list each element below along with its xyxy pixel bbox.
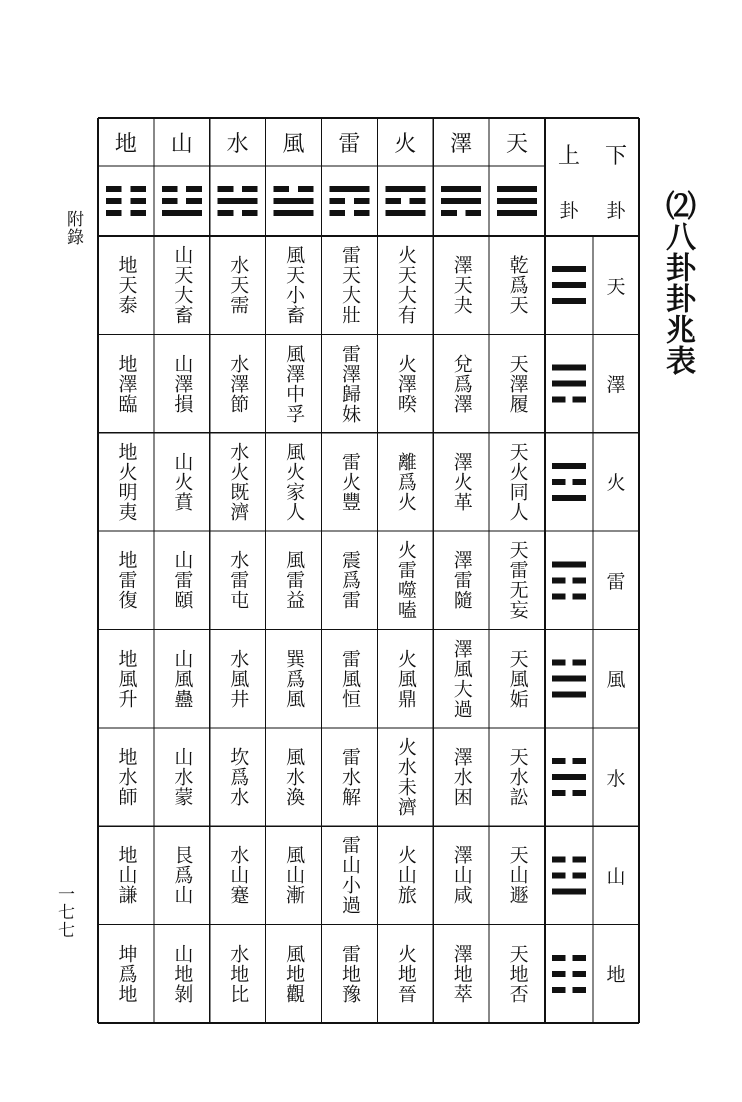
upper-trigram-symbol-yin-line [106,186,122,192]
upper-trigram-symbol-yang-line [218,198,258,204]
lower-trigram-symbol-yang-line [552,774,586,780]
hexagram-cell [210,531,266,629]
upper-trigram-symbol-yin-line [130,186,146,192]
hexagram-cell [266,236,322,334]
hexagram-name: 天山遯 [506,845,529,906]
lower-trigram-name: 雷 [606,570,626,593]
hexagram-name: 地火明夷 [115,441,138,522]
hexagram-cell [210,826,266,924]
upper-trigram-symbol-yang-line [274,198,314,204]
hexagram-name: 澤天夬 [450,255,473,316]
upper-trigram-name: 火 [394,131,417,157]
hexagram-cell [210,334,266,432]
hexagram-name: 風火家人 [283,441,306,522]
upper-trigram-symbol-yang-line [162,210,202,216]
lower-trigram-symbol-yang-line [552,381,586,387]
hexagram-cell [377,925,433,1023]
lower-trigram-symbol-yin-line [573,790,586,796]
upper-trigram-symbol-yin-line [106,198,122,204]
hexagram-name: 山火賁 [171,451,194,512]
hexagram-cell [433,531,489,629]
upper-trigram-name: 山 [170,131,193,157]
hexagram-name: 天水訟 [506,747,529,808]
hexagram-cell [489,433,545,531]
lower-trigram-symbol-yin-line [573,758,586,764]
hexagram-cell [322,925,378,1023]
hexagram-cell [433,433,489,531]
hexagram-name: 風地觀 [283,943,306,1004]
hexagram-table [98,118,639,1023]
lower-trigram-symbol-yang-line [552,692,586,698]
upper-trigram-symbol-yang-line [441,186,481,192]
upper-trigram-symbol-yin-line [242,210,258,216]
upper-trigram-symbol-yin-line [130,210,146,216]
lower-trigram-symbol-yin-line [573,955,586,961]
upper-trigram-symbol-yin-line [218,186,234,192]
hexagram-cell [377,531,433,629]
hexagram-name: 火山旅 [394,845,417,906]
hexagram-name: 水地比 [227,943,250,1004]
hexagram-cell [266,531,322,629]
hexagram-name: 山水蒙 [171,747,194,808]
hexagram-name: 地風升 [115,648,138,709]
lower-trigram-name: 風 [606,669,626,692]
hexagram-cell [210,728,266,826]
hexagram-name: 乾爲天 [506,255,529,316]
hexagram-name: 風天小畜 [283,245,306,326]
hexagram-cell [98,630,154,728]
upper-trigram-symbol-yin-line [354,210,370,216]
lower-trigram-symbol-yang-line [552,266,586,272]
hexagram-name: 水天需 [227,255,250,316]
lower-trigram-name: 火 [606,472,626,495]
hexagram-cell [98,334,154,432]
hexagram-cell [489,531,545,629]
hexagram-cell [266,925,322,1023]
lower-trigram-symbol-yin-line [573,593,586,599]
hexagram-cell [322,433,378,531]
hexagram-name: 水雷屯 [227,550,250,611]
hexagram-cell [322,236,378,334]
hexagram-name: 山地剝 [171,943,194,1004]
hexagram-name: 兌爲澤 [450,353,473,414]
hexagram-cell [433,630,489,728]
hexagram-cell [154,728,210,826]
lower-trigram-symbol-yin-line [573,577,586,583]
hexagram-name: 坎爲水 [227,747,250,808]
lower-trigram-symbol-yin-line [552,660,565,666]
hexagram-cell [266,334,322,432]
lower-trigram-symbol-yin-line [552,955,565,961]
hexagram-name: 天雷无妄 [506,540,529,621]
hexagram-cell [433,728,489,826]
hexagram-name: 地澤臨 [115,353,138,414]
upper-trigram-symbol-yang-line [441,198,481,204]
hexagram-name: 坤爲地 [115,943,138,1004]
hexagram-cell [98,236,154,334]
hexagram-name: 地天泰 [115,255,138,316]
hexagram-name: 天火同人 [506,441,529,522]
upper-trigram-symbol-yang-line [385,186,425,192]
lower-trigram-symbol-yin-line [573,987,586,993]
lower-trigram-symbol-yin-line [552,790,565,796]
upper-trigram-symbol-yin-line [186,186,202,192]
hexagram-name: 艮爲山 [171,845,194,906]
hexagram-cell [98,728,154,826]
lower-trigram-symbol-yang-line [552,676,586,682]
lower-trigram-label: 下 [604,143,627,169]
hexagram-name: 水火既濟 [227,441,250,522]
hexagram-name: 天風姤 [506,648,529,709]
hexagram-cell [377,728,433,826]
lower-trigram-symbol-yin-line [552,856,565,862]
section-label: 附錄 [63,210,83,246]
hexagram-cell [433,236,489,334]
page-number: 一七七 [54,885,74,939]
lower-trigram-symbol-yin-line [573,872,586,878]
hexagram-name: 離爲火 [394,451,417,512]
hexagram-name: 天地否 [506,943,529,1004]
hexagram-name: 風雷益 [283,550,306,611]
upper-trigram-symbol-yang-line [329,186,369,192]
hexagram-cell [154,925,210,1023]
lower-trigram-name: 地 [606,964,626,987]
page-title: ⑵八卦卦兆表 [660,190,695,376]
upper-trigram-symbol-yin-line [162,198,178,204]
lower-trigram-symbol-yang-line [552,495,586,501]
hexagram-name: 澤火革 [450,451,473,512]
hexagram-name: 風水渙 [283,747,306,808]
hexagram-cell [266,433,322,531]
hexagram-cell [210,925,266,1023]
hexagram-name: 澤地萃 [450,943,473,1004]
upper-trigram-label-sub: 卦 [559,199,579,222]
upper-trigram-label: 上 [557,143,580,169]
hexagram-name: 天澤履 [506,353,529,414]
upper-trigram-symbol-yang-line [274,210,314,216]
lower-trigram-symbol-yin-line [552,987,565,993]
hexagram-cell [489,630,545,728]
lower-trigram-name: 天 [606,275,626,298]
upper-trigram-symbol-yin-line [130,198,146,204]
hexagram-name: 火地晉 [394,943,417,1004]
hexagram-cell [266,630,322,728]
lower-trigram-label-sub: 卦 [606,199,626,222]
hexagram-name: 山風蠱 [171,648,194,709]
upper-trigram-symbol-yin-line [385,198,401,204]
hexagram-name: 火雷噬嗑 [394,540,417,621]
hexagram-name: 震爲雷 [338,550,361,611]
upper-trigram-symbol-yin-line [162,186,178,192]
upper-trigram-symbol-yin-line [218,210,234,216]
hexagram-cell [377,433,433,531]
hexagram-cell [266,826,322,924]
hexagram-cell [489,826,545,924]
lower-trigram-symbol-yin-line [573,397,586,403]
upper-trigram-symbol-yin-line [441,210,457,216]
hexagram-name: 火風鼎 [394,648,417,709]
hexagram-cell [154,826,210,924]
hexagram-cell [489,334,545,432]
lower-trigram-symbol-yin-line [552,593,565,599]
lower-trigram-symbol-yang-line [552,282,586,288]
hexagram-cell [210,630,266,728]
hexagram-cell [489,728,545,826]
upper-trigram-symbol-yang-line [497,210,537,216]
hexagram-name: 火澤暌 [394,353,417,414]
hexagram-cell [433,925,489,1023]
upper-trigram-symbol-yin-line [329,210,345,216]
lower-trigram-symbol-yin-line [552,577,565,583]
lower-trigram-symbol-yang-line [552,365,586,371]
lower-trigram-symbol-yin-line [573,971,586,977]
lower-trigram-symbol-yin-line [552,758,565,764]
lower-trigram-symbol-yang-line [552,561,586,567]
hexagram-cell [154,630,210,728]
hexagram-cell [98,826,154,924]
hexagram-cell [322,826,378,924]
upper-trigram-symbol-yin-line [106,210,122,216]
hexagram-name: 水山蹇 [227,845,250,906]
hexagram-name: 水澤節 [227,353,250,414]
hexagram-name: 雷澤歸妹 [338,343,361,424]
hexagram-name: 雷地豫 [338,943,361,1004]
hexagram-name: 山天大畜 [171,245,194,326]
hexagram-cell [322,630,378,728]
hexagram-name: 雷火豐 [338,451,361,512]
upper-trigram-symbol-yin-line [410,198,426,204]
lower-trigram-symbol-yang-line [552,888,586,894]
hexagram-cell [154,531,210,629]
hexagram-cell [322,728,378,826]
lower-trigram-symbol-yin-line [552,397,565,403]
hexagram-name: 雷山小過 [338,835,361,916]
hexagram-name: 山雷頤 [171,550,194,611]
lower-trigram-symbol-yin-line [552,872,565,878]
hexagram-cell [377,236,433,334]
hexagram-name: 風澤中孚 [283,343,306,424]
hexagram-name: 山澤損 [171,353,194,414]
upper-trigram-name: 澤 [450,131,473,157]
upper-trigram-symbol-yin-line [354,198,370,204]
hexagram-name: 巽爲風 [283,648,306,709]
hexagram-name: 風山漸 [283,845,306,906]
hexagram-name: 澤山咸 [450,845,473,906]
hexagram-cell [154,236,210,334]
lower-trigram-name: 山 [606,865,626,888]
lower-trigram-symbol-yang-line [552,463,586,469]
hexagram-name: 地水師 [115,747,138,808]
hexagram-cell [377,334,433,432]
upper-trigram-symbol-yin-line [186,198,202,204]
upper-trigram-name: 天 [506,131,529,157]
hexagram-cell [98,925,154,1023]
lower-trigram-symbol-yin-line [552,971,565,977]
hexagram-cell [322,334,378,432]
hexagram-name: 雷天大壯 [338,245,361,326]
hexagram-cell [98,531,154,629]
hexagram-cell [433,826,489,924]
hexagram-cell [98,433,154,531]
lower-trigram-symbol-yang-line [552,298,586,304]
lower-trigram-symbol-yin-line [552,479,565,485]
hexagram-cell [266,728,322,826]
hexagram-cell [210,433,266,531]
hexagram-name: 澤水困 [450,747,473,808]
upper-trigram-name: 地 [114,131,137,157]
hexagram-cell [377,826,433,924]
hexagram-cell [433,334,489,432]
hexagram-name: 雷風恒 [338,648,361,709]
upper-trigram-name: 水 [226,131,249,157]
lower-trigram-symbol-yin-line [573,479,586,485]
upper-trigram-symbol-yang-line [385,210,425,216]
hexagram-name: 地山謙 [115,845,138,906]
upper-trigram-symbol-yin-line [466,210,482,216]
hexagram-cell [322,531,378,629]
hexagram-name: 雷水解 [338,747,361,808]
upper-trigram-symbol-yin-line [329,198,345,204]
hexagram-name: 水風井 [227,648,250,709]
upper-trigram-name: 雷 [338,131,361,157]
hexagram-name: 火水未濟 [394,737,417,818]
lower-trigram-name: 水 [606,767,626,790]
hexagram-cell [489,236,545,334]
hexagram-name: 火天大有 [394,245,417,326]
lower-trigram-symbol-yin-line [573,856,586,862]
upper-trigram-name: 風 [282,131,305,157]
hexagram-cell [377,630,433,728]
hexagram-cell [210,236,266,334]
hexagram-name: 澤雷隨 [450,550,473,611]
upper-trigram-symbol-yin-line [298,186,314,192]
upper-trigram-symbol-yang-line [497,198,537,204]
hexagram-cell [154,433,210,531]
upper-trigram-symbol-yang-line [497,186,537,192]
hexagram-name: 澤風大過 [450,638,473,719]
upper-trigram-symbol-yin-line [274,186,290,192]
hexagram-cell [489,925,545,1023]
lower-trigram-name: 澤 [606,374,626,397]
hexagram-cell [154,334,210,432]
hexagram-name: 地雷復 [115,550,138,611]
lower-trigram-symbol-yin-line [573,660,586,666]
upper-trigram-symbol-yin-line [242,186,258,192]
